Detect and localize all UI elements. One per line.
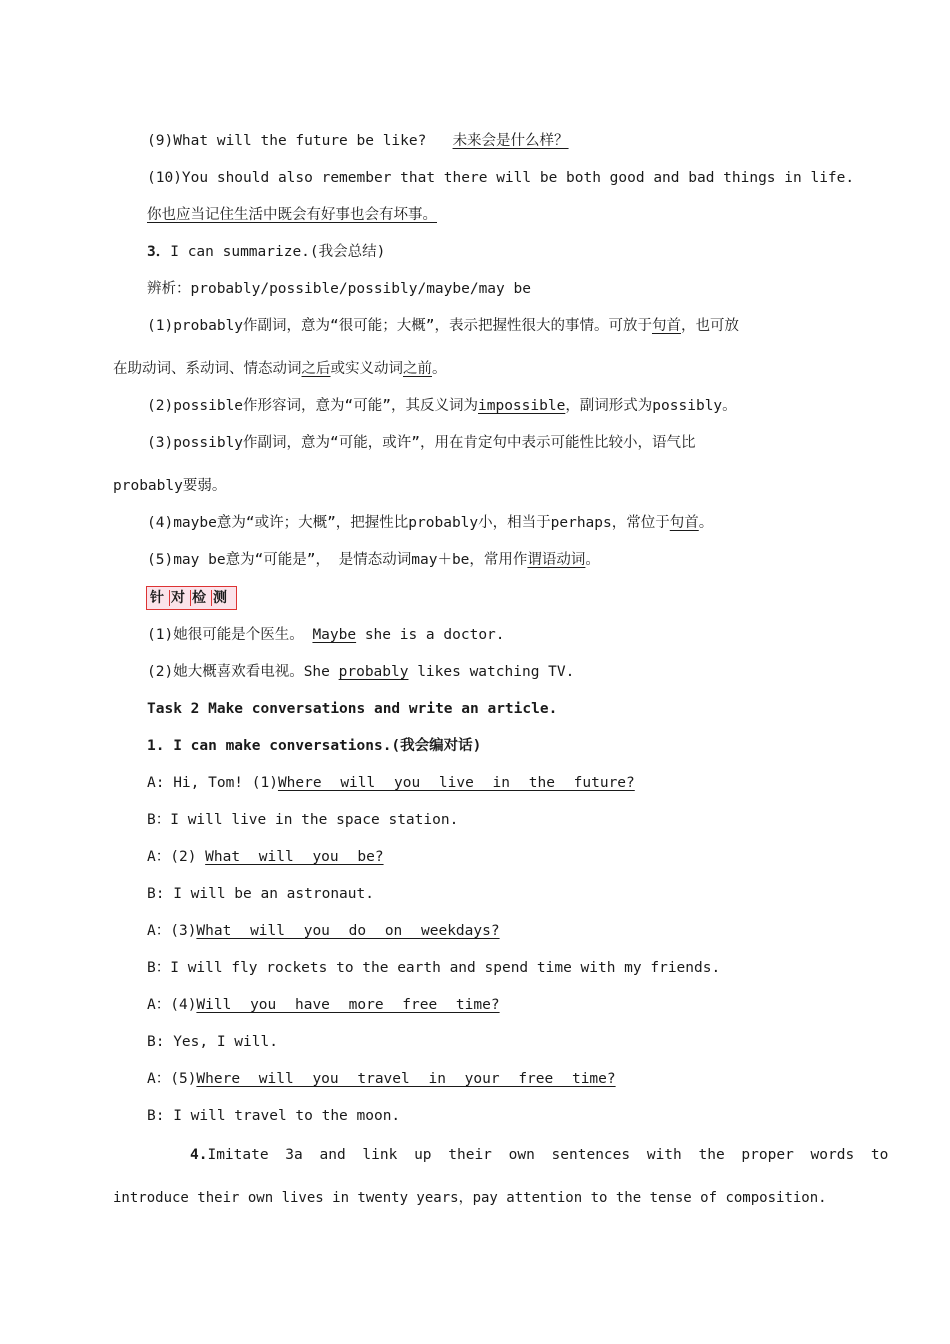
dialogue-a5: A：(5)Where will you travel in your free time?: [147, 1071, 616, 1087]
point-3-line-2: probably要弱。: [113, 478, 227, 494]
blank-answer: Where will you travel in your free time?: [196, 1071, 616, 1087]
dialogue-b2: B: I will be an astronaut.: [147, 886, 374, 902]
point-3-line-1: (3)possibly作副词，意为“可能，或许”，用在肯定句中表示可能性比较小，语气比: [147, 435, 696, 451]
sentence-9: (9)What will the future be like? 未来会是什么样？: [147, 133, 569, 149]
blank-answer: 谓语动词: [527, 552, 586, 568]
point-1-line-2: 在助动词、系动词、情态动词之后或实义动词之前。: [113, 361, 447, 377]
blank-answer: What will you do on weekdays?: [196, 923, 500, 939]
blank-answer: probably: [338, 664, 409, 680]
section-3-title: 3．I can summarize.(我会总结): [147, 244, 386, 260]
sentence-10: (10)You should also remember that there will be both good and bad things in life.: [147, 170, 855, 186]
dialogue-b3: B：I will fly rockets to the earth and spend time with my friends.: [147, 960, 721, 976]
bianxi-heading: 辨析：probably/possible/possibly/maybe/may be: [147, 281, 531, 297]
answer-9: 未来会是什么样？: [452, 133, 569, 149]
blank-answer: 之前: [403, 361, 432, 377]
task-2-title: Task 2 Make conversations and write an article.: [147, 701, 558, 717]
point-2: (2)possible作形容词，意为“可能”，其反义词为impossible，副词形式为possibly。: [147, 398, 737, 414]
dialogue-b1: B：I will live in the space station.: [147, 812, 459, 828]
practice-2: (2)她大概喜欢看电视。She probably likes watching TV.: [147, 664, 575, 680]
dialogue-a4: A：(4)Will you have more free time?: [147, 997, 500, 1013]
point-4: (4)maybe意为“或许；大概”，把握性比probably小，相当于perhaps，常位于句首。: [147, 515, 714, 531]
dialogue-b4: B: Yes, I will.: [147, 1034, 278, 1050]
section-4-line-2: introduce their own lives in twenty years，pay attention to the tense of composition.: [113, 1190, 827, 1206]
blank-answer: 句首: [651, 318, 681, 334]
dialogue-a3: A：(3)What will you do on weekdays?: [147, 923, 500, 939]
answer-10: 你也应当记住生活中既会有好事也会有坏事。: [147, 207, 437, 223]
blank-answer: Will you have more free time?: [196, 997, 500, 1013]
practice-1: (1)她很可能是个医生。 Maybe she is a doctor.: [147, 627, 505, 643]
blank-answer: 句首: [669, 515, 699, 531]
dialogue-a2: A：(2) What will you be?: [147, 849, 384, 865]
point-1-line-1: (1)probably作副词，意为“很可能；大概”，表示把握性很大的事情。可放于句首，也可放: [147, 318, 739, 334]
dialogue-a1: A: Hi, Tom! (1)Where will you live in the future?: [147, 775, 635, 791]
section-4-line-1: 4.Imitate 3a and link up their own sentences with the proper words to: [190, 1147, 889, 1163]
practice-badge: 针 对 检 测: [146, 586, 237, 610]
conversation-title: 1. I can make conversations.(我会编对话): [147, 738, 482, 754]
blank-answer: impossible: [478, 398, 566, 414]
blank-answer: Where will you live in the future?: [277, 775, 635, 791]
point-5: (5)may be意为“可能是”， 是情态动词may＋be，常用作谓语动词。: [147, 552, 600, 568]
blank-answer: What will you be?: [205, 849, 384, 865]
dialogue-b5: B: I will travel to the moon.: [147, 1108, 401, 1124]
blank-answer: Maybe: [312, 627, 357, 643]
blank-answer: 之后: [301, 361, 331, 377]
